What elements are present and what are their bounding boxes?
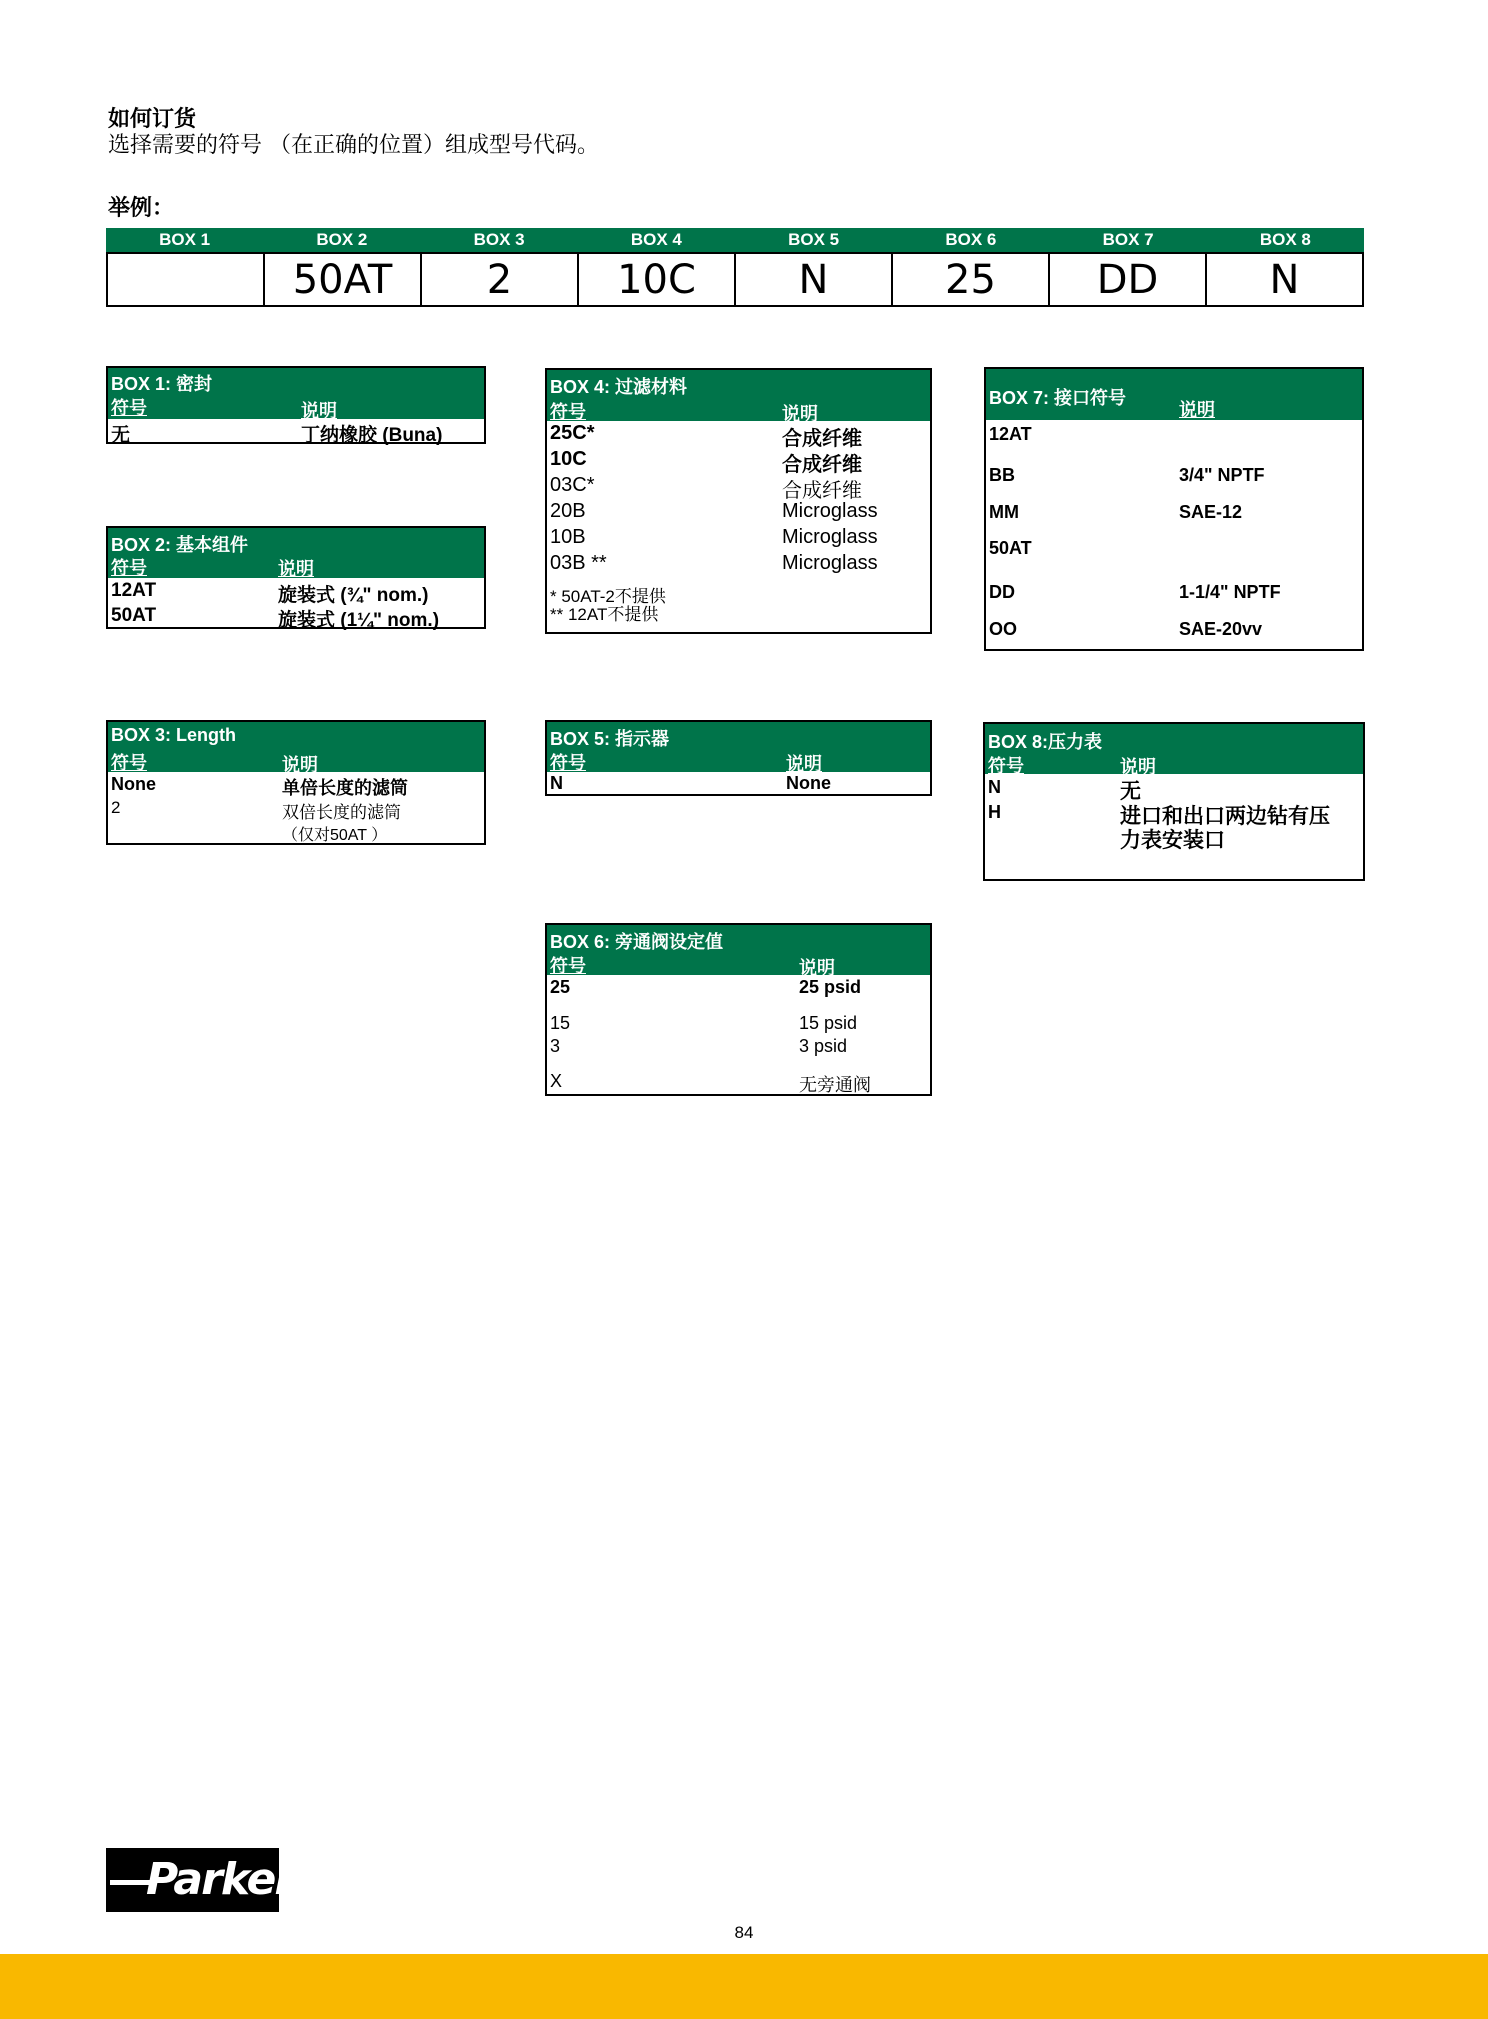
example-label: 举例： <box>108 196 175 221</box>
box3-title: BOX 3: Length <box>111 725 236 745</box>
box1-col-symbol: 符号 <box>111 398 147 418</box>
table-row-desc: 合成纤维 <box>782 480 862 502</box>
table-row-symbol: 50AT <box>111 605 157 626</box>
box4-col-desc: 说明 <box>782 404 818 424</box>
box6-col-symbol: 符号 <box>550 956 586 976</box>
table-row-symbol: 20B <box>550 500 586 522</box>
table-row-desc: Microglass <box>782 500 878 522</box>
table-row-desc: 无旁通阀 <box>799 1075 871 1095</box>
example-box-value: 50AT <box>263 254 420 305</box>
table-row-desc: 无 <box>1120 780 1141 803</box>
box6-col-desc: 说明 <box>799 958 835 978</box>
logo-bar <box>110 1880 150 1885</box>
box4-title: BOX 4: 过滤材料 <box>550 377 688 397</box>
table-row-symbol: 03B ** <box>550 552 607 574</box>
example-box-label: BOX 3 <box>473 230 525 249</box>
table-row-symbol: N <box>988 777 1001 797</box>
table-row-symbol: 25 <box>550 977 571 997</box>
parker-logo <box>106 1848 295 1912</box>
example-box-label: BOX 2 <box>316 230 368 249</box>
box8-col-desc: 说明 <box>1120 757 1156 777</box>
table-row-symbol: 10B <box>550 526 586 548</box>
table-row-desc: 合成纤维 <box>782 428 862 450</box>
box8-table <box>983 722 1365 881</box>
table-row-symbol: 2 <box>111 798 121 817</box>
table-row-desc: 合成纤维 <box>782 454 862 476</box>
example-box-value: 10C <box>577 254 734 305</box>
box5-table <box>545 720 932 796</box>
box3-table <box>106 720 486 845</box>
box5-col-symbol: 符号 <box>550 753 586 773</box>
table-row-desc: 25 psid <box>799 977 862 997</box>
box4-header <box>547 370 930 424</box>
example-box-value: 25 <box>891 254 1048 305</box>
box4-table <box>545 368 932 634</box>
table-row-desc: Microglass <box>782 552 878 574</box>
box6-title: BOX 6: 旁通阀设定值 <box>550 932 724 952</box>
example-box-value: 2 <box>420 254 577 305</box>
box8-header <box>985 724 1363 777</box>
example-value-row <box>106 252 1364 307</box>
box2-table <box>106 526 486 629</box>
box1-title: BOX 1: 密封 <box>111 374 213 394</box>
table-row-desc: 双倍长度的滤筒 <box>282 803 401 822</box>
box4-note: ** 12AT不提供 <box>550 605 659 624</box>
box1-header <box>108 368 484 419</box>
table-row-symbol: X <box>550 1071 563 1091</box>
box5-col-desc: 说明 <box>786 754 822 774</box>
box2-header <box>108 528 484 578</box>
table-row-symbol: 12AT <box>989 424 1032 444</box>
example-box-label: BOX 7 <box>1102 230 1154 249</box>
example-box-value: N <box>734 254 891 305</box>
table-row-desc: 3 psid <box>799 1036 848 1056</box>
table-row-symbol: DD <box>989 582 1015 602</box>
example-box-label: BOX 4 <box>630 230 682 249</box>
table-row-desc: Microglass <box>782 526 878 548</box>
example-box-label: BOX 6 <box>945 230 997 249</box>
example-header-row <box>106 228 1364 252</box>
box6-header <box>547 925 930 978</box>
box2-col-symbol: 符号 <box>111 558 147 578</box>
table-row-desc: 丁纳橡胶 (Buna) <box>301 425 443 446</box>
table-row-desc-cont: 力表安装口 <box>1120 829 1225 852</box>
box4-note: * 50AT-2不提供 <box>550 587 666 606</box>
box3-header <box>108 722 484 775</box>
box5-title: BOX 5: 指示器 <box>550 729 670 749</box>
example-box-value <box>108 254 263 305</box>
example-box-label: BOX 1 <box>159 230 211 249</box>
table-row-symbol: 50AT <box>989 538 1032 558</box>
table-row-desc: 旋装式 (1¼" nom.) <box>278 610 440 631</box>
table-row-symbol: H <box>988 802 1001 822</box>
table-row-symbol: 10C <box>550 448 587 470</box>
table-row-desc: 单倍长度的滤筒 <box>282 778 408 798</box>
table-row-symbol: 3 <box>550 1036 561 1056</box>
example-box-label: BOX 8 <box>1259 230 1311 249</box>
box2-title: BOX 2: 基本组件 <box>111 535 249 555</box>
table-row-desc: 旋装式 (¾" nom.) <box>278 585 429 606</box>
page-title: 如何订货 <box>108 107 197 132</box>
example-box-label: BOX 5 <box>788 230 840 249</box>
box8-title: BOX 8:压力表 <box>988 732 1103 752</box>
footer-accent-bar <box>0 1954 1488 2019</box>
box7-col-desc: 说明 <box>1179 400 1215 420</box>
table-row-symbol: MM <box>989 502 1019 522</box>
box8-col-symbol: 符号 <box>988 756 1024 776</box>
table-row-symbol: 15 <box>550 1013 571 1033</box>
table-row-desc: None <box>786 773 831 793</box>
box7-title: BOX 7: 接口符号 <box>989 388 1127 408</box>
table-row-symbol: None <box>111 774 156 794</box>
box1-col-desc: 说明 <box>301 401 337 421</box>
table-row-symbol: N <box>550 773 563 793</box>
table-row-desc: SAE-12 <box>1179 502 1243 522</box>
table-row-symbol: 03C* <box>550 474 595 496</box>
table-row-desc-note: （仅对50AT ） <box>282 827 388 844</box>
box5-header <box>547 722 930 772</box>
box1-table <box>106 366 486 444</box>
page-subtitle: 选择需要的符号 （在正确的位置）组成型号代码。 <box>108 133 599 158</box>
box3-col-symbol: 符号 <box>111 753 147 773</box>
table-row-desc: 15 psid <box>799 1013 858 1033</box>
table-row-symbol: 无 <box>111 425 131 446</box>
table-row-symbol: 12AT <box>111 580 157 601</box>
box6-table <box>545 923 932 1096</box>
box2-col-desc: 说明 <box>278 559 314 579</box>
page-number: 84 <box>734 1923 754 1942</box>
box3-col-desc: 说明 <box>282 755 318 775</box>
example-box-value: N <box>1205 254 1362 305</box>
table-row-desc: 3/4" NPTF <box>1179 465 1265 485</box>
example-box-value: DD <box>1048 254 1205 305</box>
table-row-desc: 1-1/4" NPTF <box>1179 582 1281 602</box>
table-row-symbol: 25C* <box>550 422 595 444</box>
table-row-desc: SAE-20vv <box>1179 619 1263 639</box>
table-row-symbol: OO <box>989 619 1018 639</box>
box7-header <box>986 369 1362 420</box>
table-row-symbol: BB <box>989 465 1015 485</box>
box7-table <box>984 367 1364 651</box>
logo-text: Parker <box>146 1854 295 1905</box>
box4-col-symbol: 符号 <box>550 402 586 422</box>
example-code-strip <box>106 228 1364 307</box>
table-row-desc: 进口和出口两边钻有压 <box>1120 805 1330 828</box>
